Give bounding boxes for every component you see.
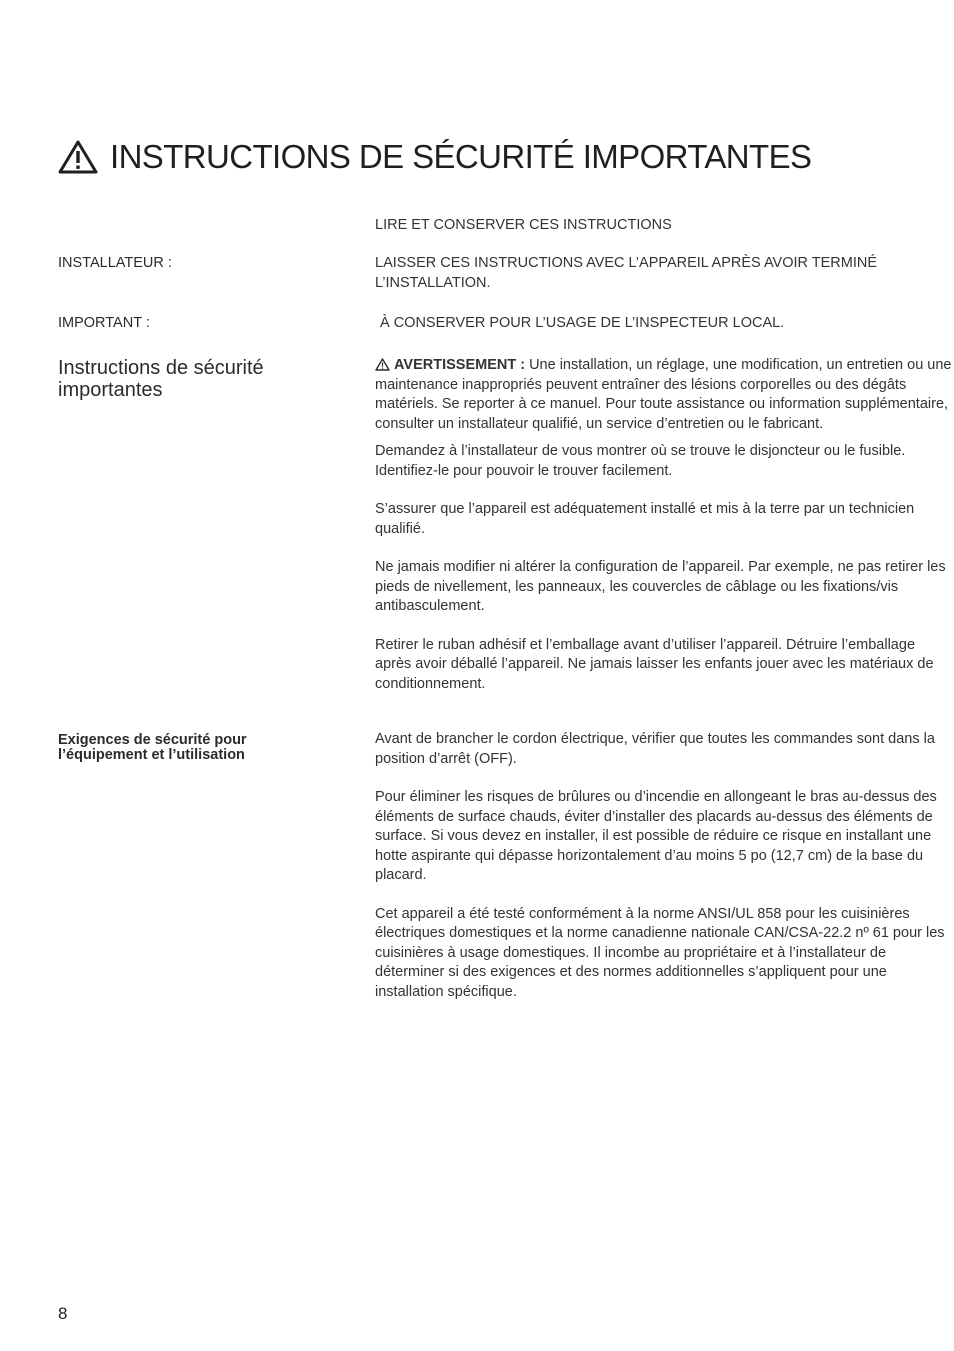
paragraph: Demandez à l’installateur de vous montrer où se trouve le disjoncteur ou le fusible. Identifiez-le pour pouvoir le trouver facilement. [375, 443, 906, 479]
warning-paragraph [375, 356, 953, 434]
warning-triangle-icon [375, 358, 390, 371]
installer-label: INSTALLATEUR : [58, 255, 172, 271]
paragraph: Avant de brancher le cordon électrique, vérifier que toutes les commandes sont dans la position d’arrêt (OFF). [375, 731, 935, 767]
page-number: 8 [58, 1304, 68, 1323]
safety-section-body [375, 356, 953, 694]
installer-text: LAISSER CES INSTRUCTIONS AVEC L’APPAREIL APRÈS AVOIR TERMINÉ L’INSTALLATION. [375, 255, 878, 291]
important-label: IMPORTANT : [58, 315, 150, 331]
warning-text: Une installation, un réglage, une modification, un entretien ou une maintenance inappropriés peuvent entraîner des lésions corporelles ou des dégâts matériels. Se reporter à ce manuel. Pour toute assistance ou information supplémentaire, consulter un installateur qualifié, un service d’entretien ou le fabricant. [375, 357, 952, 432]
paragraph: Retirer le ruban adhésif et l’emballage avant d’utiliser l’appareil. Détruire l’emballage après avoir déballé l’appareil. Ne jamais laisser les enfants jouer avec les matériaux de conditionnement. [375, 636, 934, 692]
page-title [58, 138, 811, 176]
paragraph: Cet appareil a été testé conformément à la norme ANSI/UL 858 pour les cuisinières électriques domestiques et la norme canadienne nationale CAN/CSA-22.2 nº 61 pour les cuisinières à usage domestiques. Il incombe au propriétaire et à l’installateur de déterminer si des exigences et des normes additionnelles s’appliquent pour une installation spécifique. [375, 905, 945, 1000]
paragraph: Pour éliminer les risques de brûlures ou d’incendie en allongeant le bras au-dessus des éléments de surface chauds, éviter d’installer des placards au-dessus des éléments de surface. Si vous devez en installer, il est possible de réduire ce risque en installant une hotte aspirante qui dépasse horizontalement d’au moins 5 po (12,7 cm) de la base du placard. [375, 789, 937, 883]
paragraph: S’assurer que l’appareil est adéquatement installé et mis à la terre par un technicien qualifié. [375, 501, 915, 537]
warning-triangle-icon [58, 140, 98, 174]
page-title-text: INSTRUCTIONS DE SÉCURITÉ IMPORTANTES [110, 138, 812, 175]
equipment-section-body [375, 730, 953, 1002]
important-text: À CONSERVER POUR L’USAGE DE L’INSPECTEUR LOCAL. [380, 315, 785, 331]
section-heading-safety: Instructions de sécurité importantes [58, 357, 264, 401]
read-keep-notice: LIRE ET CONSERVER CES INSTRUCTIONS [375, 217, 672, 233]
section-heading-equipment: Exigences de sécurité pour l’équipement et l’utilisation [58, 732, 247, 763]
paragraph: Ne jamais modifier ni altérer la configuration de l’appareil. Par exemple, ne pas retirer les pieds de nivellement, les panneaux, les couvercles de câblage ou les fixations/vis antibasculement. [375, 559, 946, 614]
warning-label: AVERTISSEMENT : [394, 357, 526, 373]
